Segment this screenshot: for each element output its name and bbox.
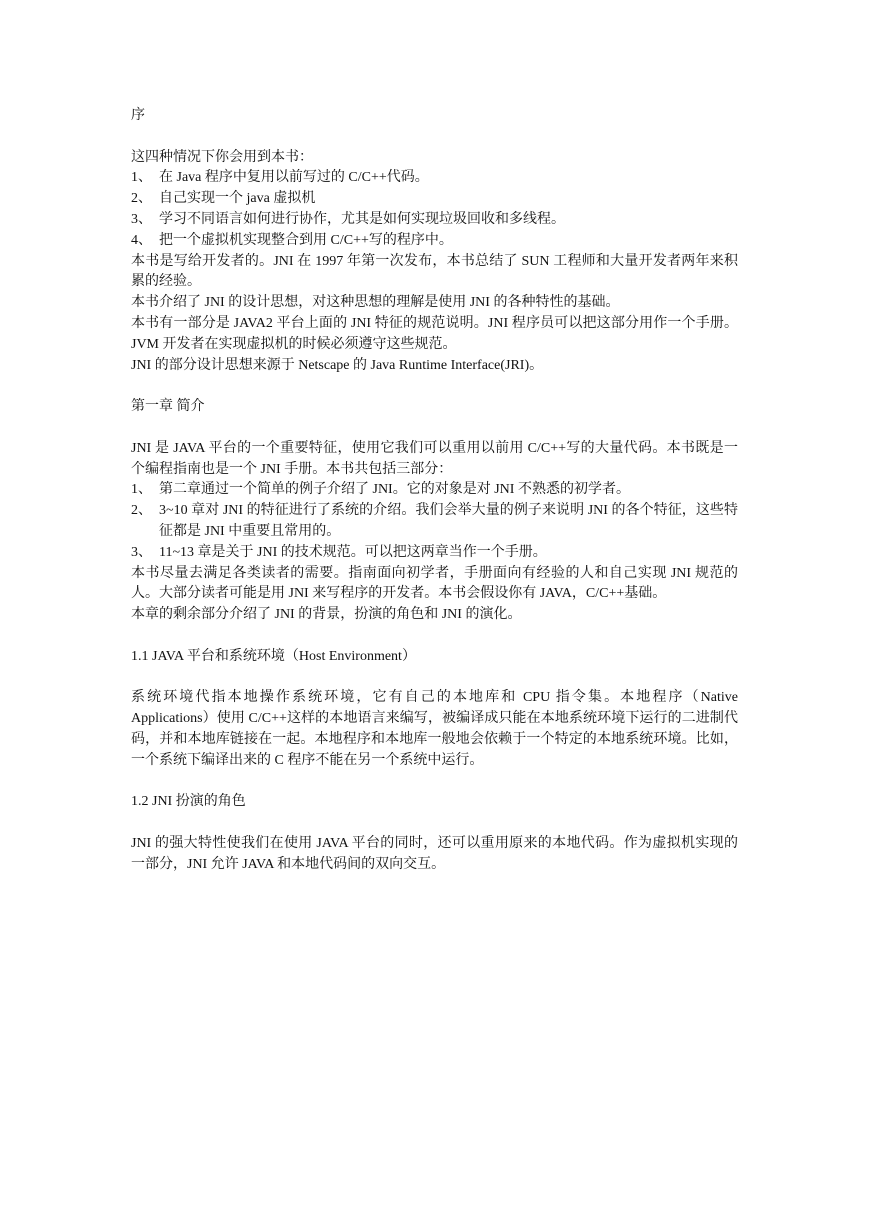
preface-list-item (131, 168, 738, 189)
spacer (131, 376, 738, 397)
chapter1-title: 第一章 简介 (131, 399, 205, 415)
preface-paragraph: 本书有一部分是 JAVA2 平台上面的 JNI 特征的规范说明。JNI 程序员可以把这部分用作一个手册。JVM 开发者在实现虚拟机的时候必须遵守这些规范。 (131, 315, 738, 352)
list-text: 学习不同语言如何进行协作，尤其是如何实现垃圾回收和多线程。 (159, 211, 565, 227)
chapter1-list-item (131, 480, 738, 501)
preface-paragraph: 本书是写给开发者的。JNI 在 1997 年第一次发布，本书总结了 SUN 工程师和大量开发者两年来积累的经验。 (131, 253, 738, 290)
list-text: 3~10 章对 JNI 的特征进行了系统的介绍。我们会举大量的例子来说明 JNI 的各个特征，这些特征都是 JNI 中重要且常用的。 (159, 503, 738, 539)
spacer (131, 772, 738, 793)
spacer (131, 668, 738, 689)
spacer (131, 813, 738, 834)
preface-list-item (131, 189, 738, 210)
chapter1-intro: JNI 是 JAVA 平台的一个重要特征，使用它我们可以重用以前用 C/C++写的大量代码。本书既是一个编程指南也是一个 JNI 手册。本书共包括三部分： (131, 440, 738, 477)
chapter1-paragraph: 本章的剩余部分介绍了 JNI 的背景，扮演的角色和 JNI 的演化。 (131, 607, 522, 623)
section-1-2-body: JNI 的强大特性使我们在使用 JAVA 平台的同时，还可以重用原来的本地代码。作为虚拟机实现的一部分，JNI 允许 JAVA 和本地代码间的双向交互。 (131, 835, 738, 872)
preface-paragraph: 本书介绍了 JNI 的设计思想，对这种思想的理解是使用 JNI 的各种特性的基础。 (131, 295, 620, 311)
list-text: 第二章通过一个简单的例子介绍了 JNI。它的对象是对 JNI 不熟悉的初学者。 (159, 482, 630, 498)
list-number: 3、 (131, 211, 152, 227)
list-text: 在 Java 程序中复用以前写过的 C/C++代码。 (159, 170, 429, 186)
document-page (131, 106, 738, 875)
list-number: 1、 (131, 482, 152, 498)
preface-intro: 这四种情况下你会用到本书： (131, 149, 313, 165)
list-text: 把一个虚拟机实现整合到用 C/C++写的程序中。 (159, 232, 453, 248)
list-number: 2、 (131, 191, 152, 207)
list-number: 2、 (131, 503, 152, 519)
preface-list-item (131, 210, 738, 231)
list-number: 4、 (131, 232, 152, 248)
list-number: 1、 (131, 170, 152, 186)
chapter1-paragraph: 本书尽量去满足各类读者的需要。指南面向初学者，手册面向有经验的人和自己实现 JNI 规范的人。大部分读者可能是用 JNI 来写程序的开发者。本书会假设你有 JAVA，C/C++基础。 (131, 565, 738, 602)
section-1-1-body: 系统环境代指本地操作系统环境，它有自己的本地库和 CPU 指令集。本地程序（Native Applications）使用 C/C++这样的本地语言来编写，被编译成只能在本地系统环境下运行的二进制代码，并和本地库链接在一起。本地程序和本地库一般地会依赖于一个特定的本地系统环境。比如，一个系统下编译出来的 C 程序不能在另一个系统中运行。 (131, 690, 738, 768)
list-number: 3、 (131, 544, 152, 560)
spacer (131, 626, 738, 647)
section-1-1-title: 1.1 JAVA 平台和系统环境（Host Environment） (131, 648, 416, 664)
chapter1-list-item (131, 501, 738, 543)
preface-title: 序 (131, 108, 145, 123)
preface-list-item (131, 231, 738, 252)
spacer (131, 127, 738, 148)
list-text: 自己实现一个 java 虚拟机 (159, 191, 316, 207)
spacer (131, 418, 738, 439)
chapter1-list-item (131, 543, 738, 564)
section-1-2-title: 1.2 JNI 扮演的角色 (131, 794, 246, 810)
preface-paragraph: JNI 的部分设计思想来源于 Netscape 的 Java Runtime Interface(JRI)。 (131, 357, 544, 373)
list-text: 11~13 章是关于 JNI 的技术规范。可以把这两章当作一个手册。 (159, 544, 547, 560)
